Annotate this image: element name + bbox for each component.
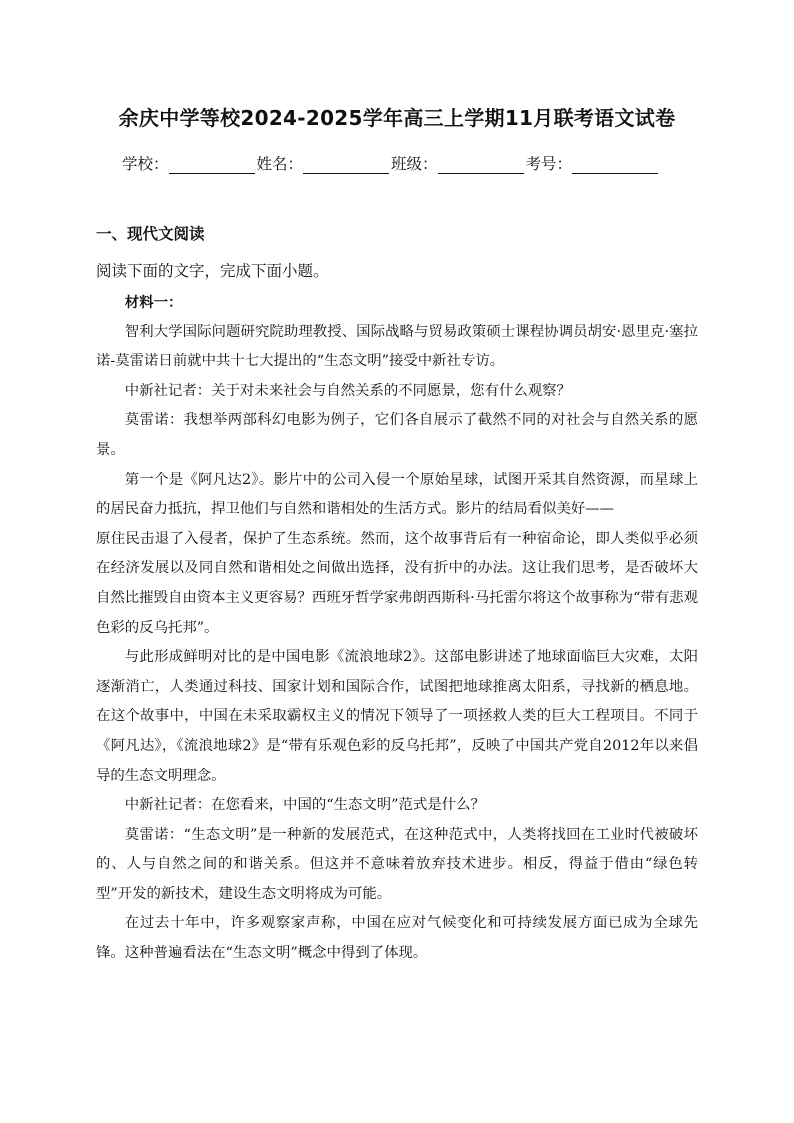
passage-paragraph: 莫雷诺：“生态文明”是一种新的发展范式，在这种范式中，人类将找回在工业时代被破坏的、人与自然之间的和谐关系。但这并不意味着放弃技术进步。相反，得益于借由“绿色转型”开发的新技术，建设生态文明将成为可能。 [96, 826, 698, 902]
section-heading: 一、现代文阅读 [96, 225, 205, 243]
passage-paragraph: 原住民击退了入侵者，保护了生态系统。然而，这个故事背后有一种宿命论，即人类似乎必须在经济发展以及同自然和谐相处之间做出选择，没有折中的办法。这让我们思考，是否破坏大自然比摧毁自由资本主义更容易？西班牙哲学家弗朗西斯科·马托雷尔将这个故事称为“带有悲观色彩的反乌托邦”。 [96, 530, 698, 636]
material-label: 材料一： [124, 294, 183, 311]
student-info-row [122, 152, 682, 174]
passage-paragraph: 莫雷诺：我想举两部科幻电影为例子，它们各自展示了截然不同的对社会与自然关系的愿景。 [96, 412, 698, 458]
reading-instruction: 阅读下面的文字，完成下面小题。 [96, 262, 329, 280]
exam-number-field [526, 152, 661, 174]
exam-title: 余庆中学等校2024-2025学年高三上学期11月联考语文试卷 [118, 106, 676, 130]
name-label: 姓名： [256, 155, 304, 173]
exam-number-blank[interactable] [572, 155, 658, 174]
name-field [257, 152, 392, 174]
passage-paragraph: 智利大学国际问题研究院助理教授、国际战略与贸易政策硕士课程协调员胡安·恩里克·塞拉诺-莫雷诺日前就中共十七大提出的“生态文明”接受中新社专访。 [96, 323, 698, 370]
school-label: 学校： [122, 155, 169, 173]
class-label: 班级： [391, 155, 438, 173]
passage-paragraph: 第一个是《阿凡达2》。影片中的公司入侵一个原始星球，试图开采其自然资源，而星球上的居民奋力抵抗，捍卫他们与自然和谐相处的生活方式。影片的结局看似美好—— [96, 471, 698, 518]
name-blank[interactable] [303, 155, 389, 174]
reading-passage [96, 288, 698, 969]
passage-paragraph: 与此形成鲜明对比的是中国电影《流浪地球2》。这部电影讲述了地球面临巨大灾难，太阳逐渐消亡，人类通过科技、国家计划和国际合作，试图把地球推离太阳系，寻找新的栖息地。在这个故事中，中国在未采取霸权主义的情况下领导了一项拯救人类的巨大工程项目。不同于《阿凡达》，《流浪地球2》是“带有乐观色彩的反乌托邦”，反映了中国共产党自2012年以来倡导的生态文明理念。 [96, 649, 698, 784]
exam-number-label: 考号： [525, 155, 573, 173]
school-field [122, 152, 257, 174]
passage-paragraph: 中新社记者：关于对未来社会与自然关系的不同愿景，您有什么观察？ [124, 382, 571, 399]
class-field [391, 152, 526, 174]
class-blank[interactable] [438, 155, 524, 174]
school-blank[interactable] [169, 155, 255, 174]
passage-paragraph: 在过去十年中，许多观察家声称，中国在应对气候变化和可持续发展方面已成为全球先锋。这种普遍看法在“生态文明”概念中得到了体现。 [96, 915, 698, 962]
passage-paragraph: 中新社记者：在您看来，中国的“生态文明”范式是什么？ [124, 797, 485, 814]
